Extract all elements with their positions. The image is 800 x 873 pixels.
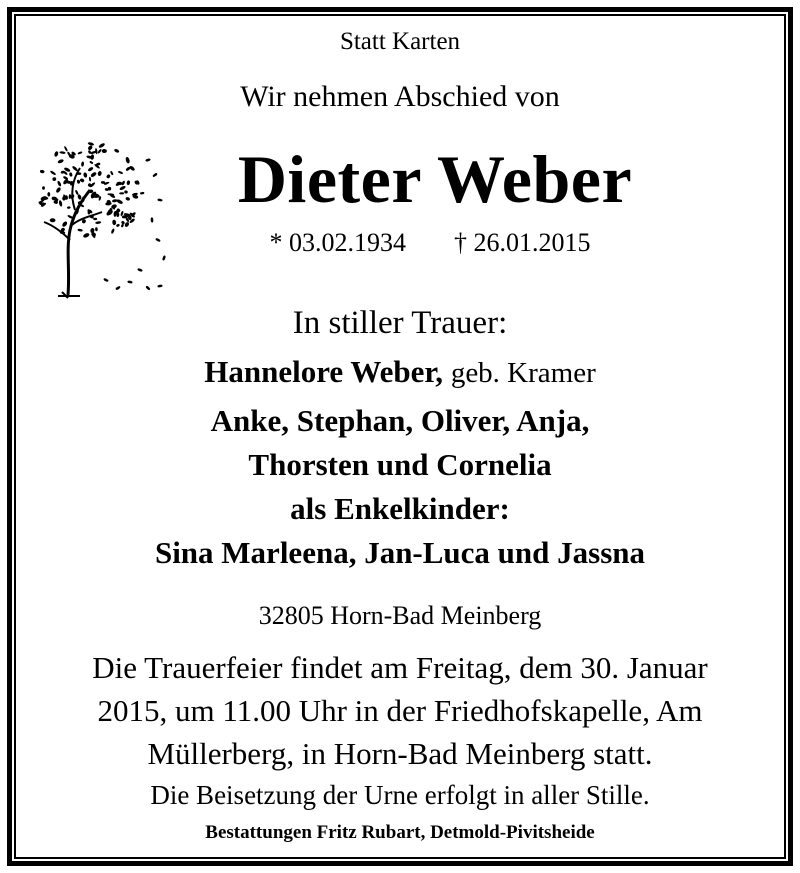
undertaker-credit: Bestattungen Fritz Rubart, Detmold-Pivitsheide [205, 822, 595, 843]
death-date: † 26.01.2015 [454, 228, 591, 257]
children-line-1: Anke, Stephan, Oliver, Anja, [210, 403, 590, 438]
spouse-maiden-name: geb. Kramer [450, 357, 596, 389]
spouse-name: Hannelore Weber, [204, 354, 444, 389]
birth-date: * 03.02.1934 [269, 228, 406, 257]
header-text: Statt Karten [339, 28, 461, 55]
life-dates [30, 228, 800, 258]
children-line-2: Thorsten und Cornelia [248, 447, 552, 482]
ceremony-line: Die Trauerfeier findet am Freitag, dem 30. Januar [92, 650, 708, 685]
ceremony-line: 2015, um 11.00 Uhr in der Friedhofskapelle, Am [97, 693, 703, 728]
grandchildren-names: Sina Marleena, Jan-Luca und Jassna [154, 535, 646, 570]
mourning-heading: In stiller Trauer: [292, 305, 508, 341]
burial-note: Die Beisetzung der Urne erfolgt in aller Stille. [150, 780, 650, 810]
intro-text: Wir nehmen Abschied von [240, 80, 560, 113]
deceased-name: Dieter Weber [237, 141, 633, 217]
spouse-line [0, 354, 800, 390]
grandchildren-heading: als Enkelkinder: [290, 491, 510, 526]
place-text: 32805 Horn-Bad Meinberg [258, 601, 542, 630]
ceremony-paragraph [60, 646, 740, 775]
ceremony-line: Müllerberg, in Horn-Bad Meinberg statt. [147, 736, 653, 771]
